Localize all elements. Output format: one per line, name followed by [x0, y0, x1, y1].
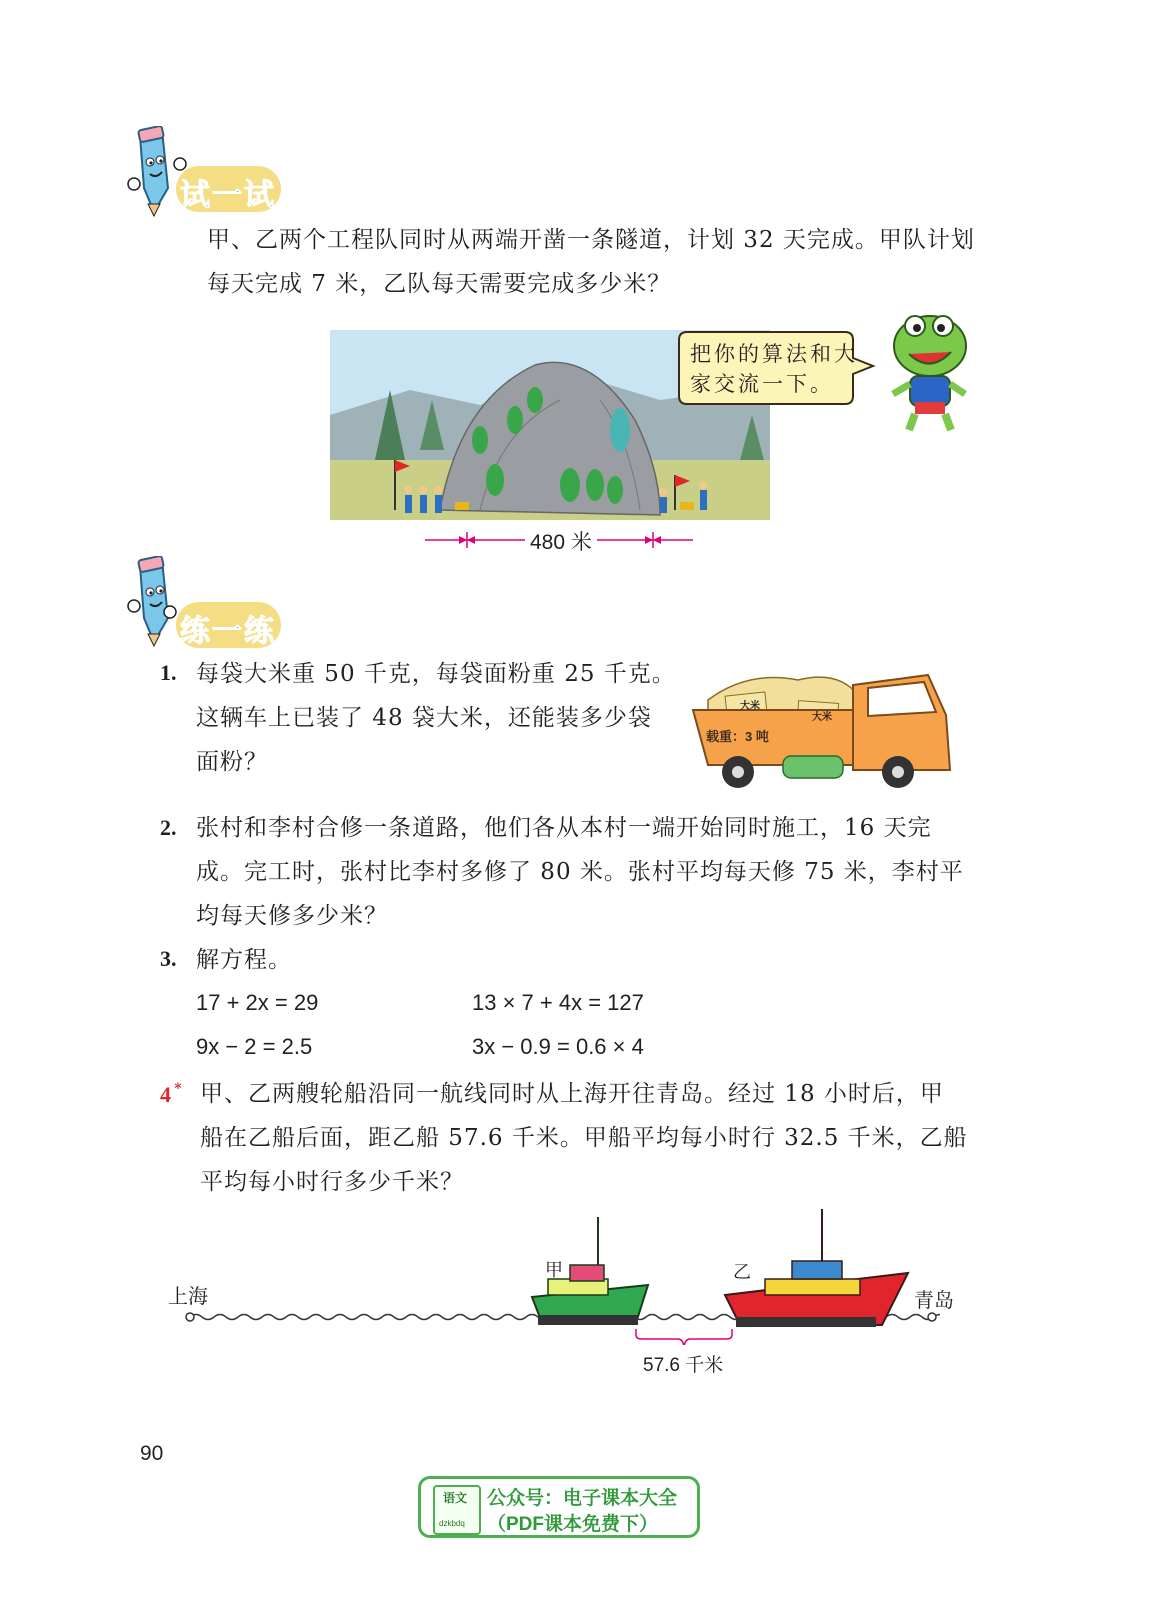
equation-3: 9x − 2 = 2.5: [196, 1034, 313, 1059]
problem-1-line3: 面粉？: [196, 749, 268, 775]
problem-2-line1: 张村和李村合修一条道路，他们各从本村一端开始同时施工，16 天完: [196, 815, 932, 841]
map-end-label: 青岛: [914, 1288, 954, 1312]
problem-3-number: 3.: [160, 946, 177, 971]
problem-1-line2: 这辆车上已装了 48 袋大米，还能装多少袋: [196, 705, 652, 731]
problem-3-line1: 解方程。: [196, 947, 292, 973]
speech-bubble-line1: 把你的算法和大: [690, 342, 858, 366]
rice-bag-label-1: 大米: [740, 701, 760, 712]
truck-load-label: 载重：3 吨: [706, 729, 769, 744]
frog-mascot-icon: [885, 306, 975, 436]
rice-bag-label-2: 大米: [812, 712, 832, 723]
equation-4: 3x − 0.9 = 0.6 × 4: [472, 1034, 644, 1059]
book-logo-subtext: dzkbdq: [439, 1519, 465, 1528]
try-problem-line1: 甲、乙两个工程队同时从两端开凿一条隧道，计划 32 天完成。甲队计划: [207, 227, 975, 253]
problem-2-line3: 均每天修多少米？: [196, 903, 388, 929]
problem-1-number: 1.: [160, 660, 177, 685]
speech-bubble-line2: 家交流一下。: [690, 372, 834, 396]
page-number: 90: [140, 1442, 164, 1465]
tunnel-length-label: 480 米: [528, 526, 594, 556]
equation-1: 17 + 2x = 29: [196, 990, 319, 1015]
footer-watermark: [418, 1476, 700, 1538]
problem-2-line2: 成。完工时，张村比李村多修了 80 米。张村平均每天修 75 米，李村平: [196, 859, 964, 885]
footer-line1: 公众号：电子课本大全: [487, 1488, 678, 1509]
book-logo-icon: [433, 1485, 481, 1535]
problem-4-line2: 船在乙船后面，距乙船 57.6 千米。甲船平均每小时行 32.5 千米，乙船: [200, 1125, 968, 1151]
problem-4-line3: 平均每小时行多少千米？: [200, 1169, 464, 1195]
map-start-label: 上海: [168, 1284, 208, 1308]
ship-a-label: 甲: [545, 1260, 563, 1281]
ship-b-label: 乙: [733, 1262, 751, 1283]
equation-2: 13 × 7 + 4x = 127: [472, 990, 644, 1015]
practice-badge-label: 练一练: [180, 614, 276, 649]
practice-badge: [118, 556, 288, 651]
problem-4-line1: 甲、乙两艘轮船沿同一航线同时从上海开往青岛。经过 18 小时后，甲: [200, 1081, 944, 1107]
ship-b-icon: [725, 1209, 908, 1327]
footer-line2: （PDF课本免费下）: [487, 1514, 659, 1535]
problem-1-line1: 每袋大米重 50 千克，每袋面粉重 25 千克。: [196, 661, 676, 687]
book-logo-text: 语文: [443, 1491, 468, 1505]
try-badge: [118, 126, 288, 221]
ship-gap-label: 57.6 千米: [643, 1355, 724, 1376]
star-marker-icon: ∗: [173, 1078, 183, 1094]
try-problem-line2: 每天完成 7 米，乙队每天需要完成多少米？: [207, 271, 672, 297]
try-badge-label: 试一试: [180, 178, 276, 213]
problem-2-number: 2.: [160, 815, 177, 840]
problem-4-number: 4: [160, 1082, 171, 1107]
